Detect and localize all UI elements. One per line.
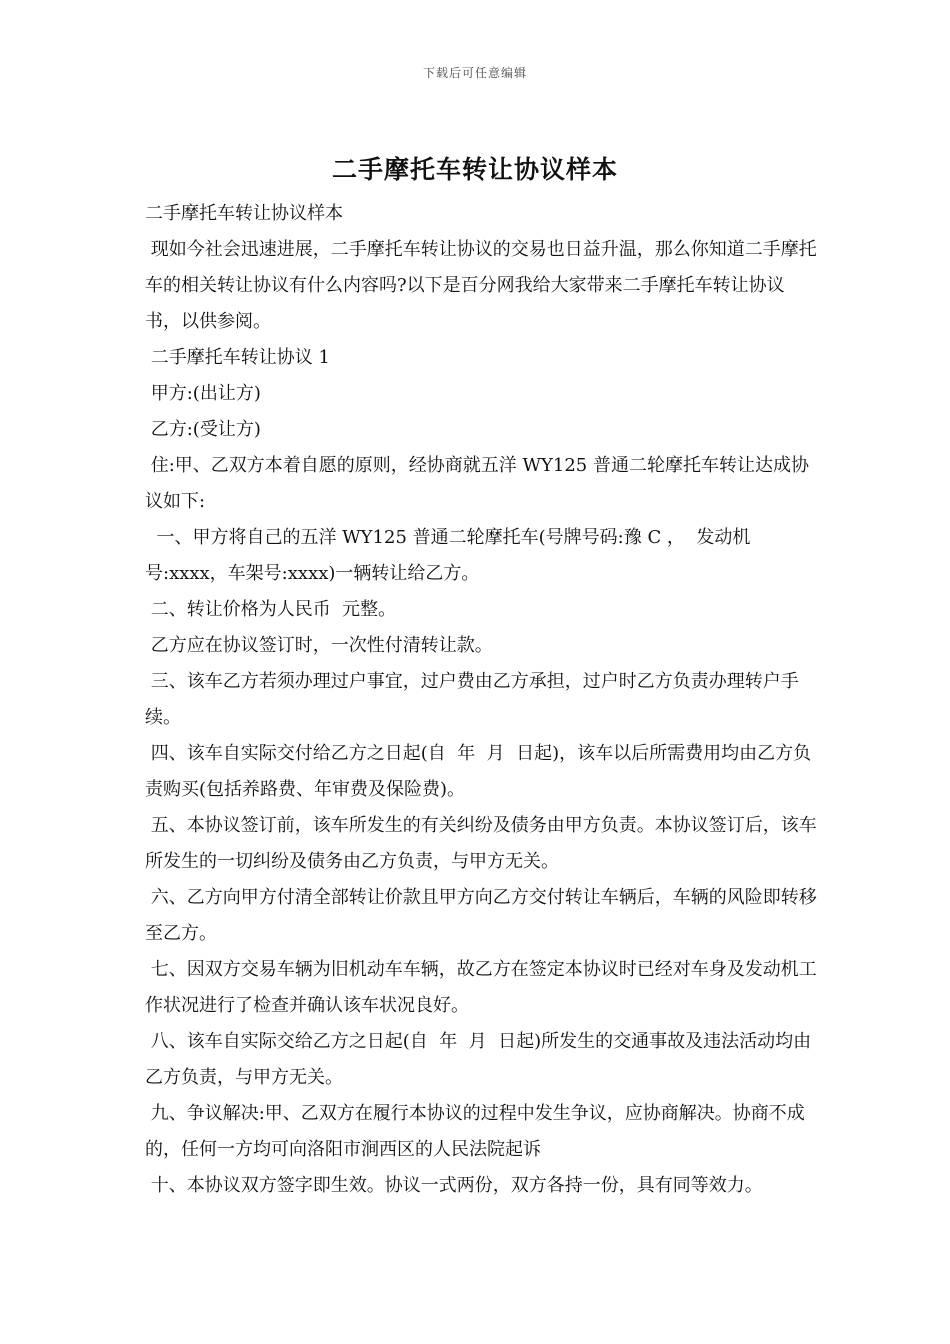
document-body xyxy=(145,196,820,1204)
party-b-line: 乙方:(受让方) xyxy=(145,419,261,440)
clause-7: 七、因双方交易车辆为旧机动车车辆，故乙方在签定本协议时已经对车身及发动机工作状况进行了检查并确认该车状况良好。 xyxy=(145,959,817,1016)
clause-8: 八、该车自实际交给乙方之日起(自 年 月 日起)所发生的交通事故及违法活动均由乙方负责，与甲方无关。 xyxy=(145,1031,812,1088)
party-a-line: 甲方:(出让方) xyxy=(145,383,261,404)
intro-paragraph: 现如今社会迅速进展，二手摩托车转让协议的交易也日益升温，那么你知道二手摩托车的相关转让协议有什么内容吗?以下是百分网我给大家带来二手摩托车转让协议书，以供参阅。 xyxy=(145,239,817,332)
clause-4: 四、该车自实际交付给乙方之日起(自 年 月 日起)，该车以后所需费用均由乙方负责购买(包括养路费、年审费及保险费)。 xyxy=(145,743,812,800)
agreement-heading: 二手摩托车转让协议 1 xyxy=(145,347,330,368)
clause-5: 五、本协议签订前，该车所发生的有关纠纷及债务由甲方负责。本协议签订后，该车所发生的一切纠纷及债务由乙方负责，与甲方无关。 xyxy=(145,815,817,872)
subtitle-line: 二手摩托车转让协议样本 xyxy=(145,203,343,224)
clause-1: 一、甲方将自己的五洋 WY125 普通二轮摩托车(号牌号码:豫 C ， 发动机号:xxxx，车架号:xxxx)一辆转让给乙方。 xyxy=(145,527,751,584)
document-title: 二手摩托车转让协议样本 xyxy=(331,155,618,184)
header-note: 下载后可任意编辑 xyxy=(422,66,527,80)
clause-3: 三、该车乙方若须办理过户事宜，过户费由乙方承担，过户时乙方负责办理转户手续。 xyxy=(145,671,799,728)
clause-6: 六、乙方向甲方付清全部转让价款且甲方向乙方交付转让车辆后，车辆的风险即转移至乙方。 xyxy=(145,887,817,944)
clause-2-payment: 乙方应在协议签订时，一次性付清转让款。 xyxy=(145,635,493,656)
clause-9: 九、争议解决:甲、乙双方在履行本协议的过程中发生争议，应协商解决。协商不成的，任何一方均可向洛阳市涧西区的人民法院起诉 xyxy=(145,1103,805,1160)
preamble-paragraph: 住:甲、乙双方本着自愿的原则，经协商就五洋 WY125 普通二轮摩托车转让达成协议如下: xyxy=(145,455,809,512)
clause-10: 十、本协议双方签字即生效。协议一式两份，双方各持一份，具有同等效力。 xyxy=(145,1175,763,1196)
clause-2: 二、转让价格为人民币 元整。 xyxy=(145,599,397,620)
